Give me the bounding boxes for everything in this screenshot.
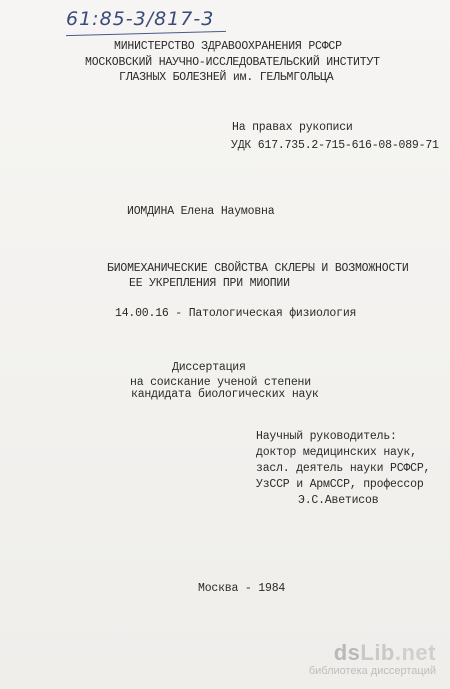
title-line2: ЕЕ УКРЕПЛЕНИЯ ПРИ МИОПИИ [129,277,290,290]
header-ministry: МИНИСТЕРСТВО ЗДРАВООХРАНЕНИЯ РСФСР [114,40,342,53]
supervisor-honor: засл. деятель науки РСФСР, [256,462,431,475]
author-name: ИОМДИНА Елена Наумовна [127,205,275,218]
supervisor-degree: доктор медицинских наук, [256,446,417,459]
handwritten-underline [66,31,226,36]
title-line1: БИОМЕХАНИЧЕСКИЕ СВОЙСТВА СКЛЕРЫ И ВОЗМОЖНОСТИ [107,262,409,275]
city-year: Москва - 1984 [198,582,286,595]
dissertation-line3: кандидата биологических наук [131,388,319,401]
udk-code: УДК 617.735.2-715-616-08-089-71 [231,139,439,152]
dslib-watermark [309,641,436,677]
supervisor-name: Э.С.Аветисов [298,494,379,507]
dslib-subtitle: библиотека диссертаций [308,665,436,677]
manuscript-rights: На правах рукописи [232,121,353,134]
specialty-code: 14.00.16 - Патологическая физиология [115,307,357,320]
supervisor-title: УзССР и АрмССР, профессор [256,478,424,491]
header-institute-line1: МОСКОВСКИЙ НАУЧНО-ИССЛЕДОВАТЕЛЬСКИЙ ИНСТИТУТ [85,56,380,69]
header-institute-line2: ГЛАЗНЫХ БОЛЕЗНЕЙ им. ГЕЛЬМГОЛЬЦА [119,71,334,84]
supervisor-label: Научный руководитель: [256,430,397,443]
dissertation-line2: на соискание ученой степени [130,376,311,389]
dslib-logo: dsLib.net [333,640,436,665]
handwritten-archive-number: 61:85-3/817-3 [66,8,215,30]
dissertation-line1: Диссертация [172,361,246,374]
